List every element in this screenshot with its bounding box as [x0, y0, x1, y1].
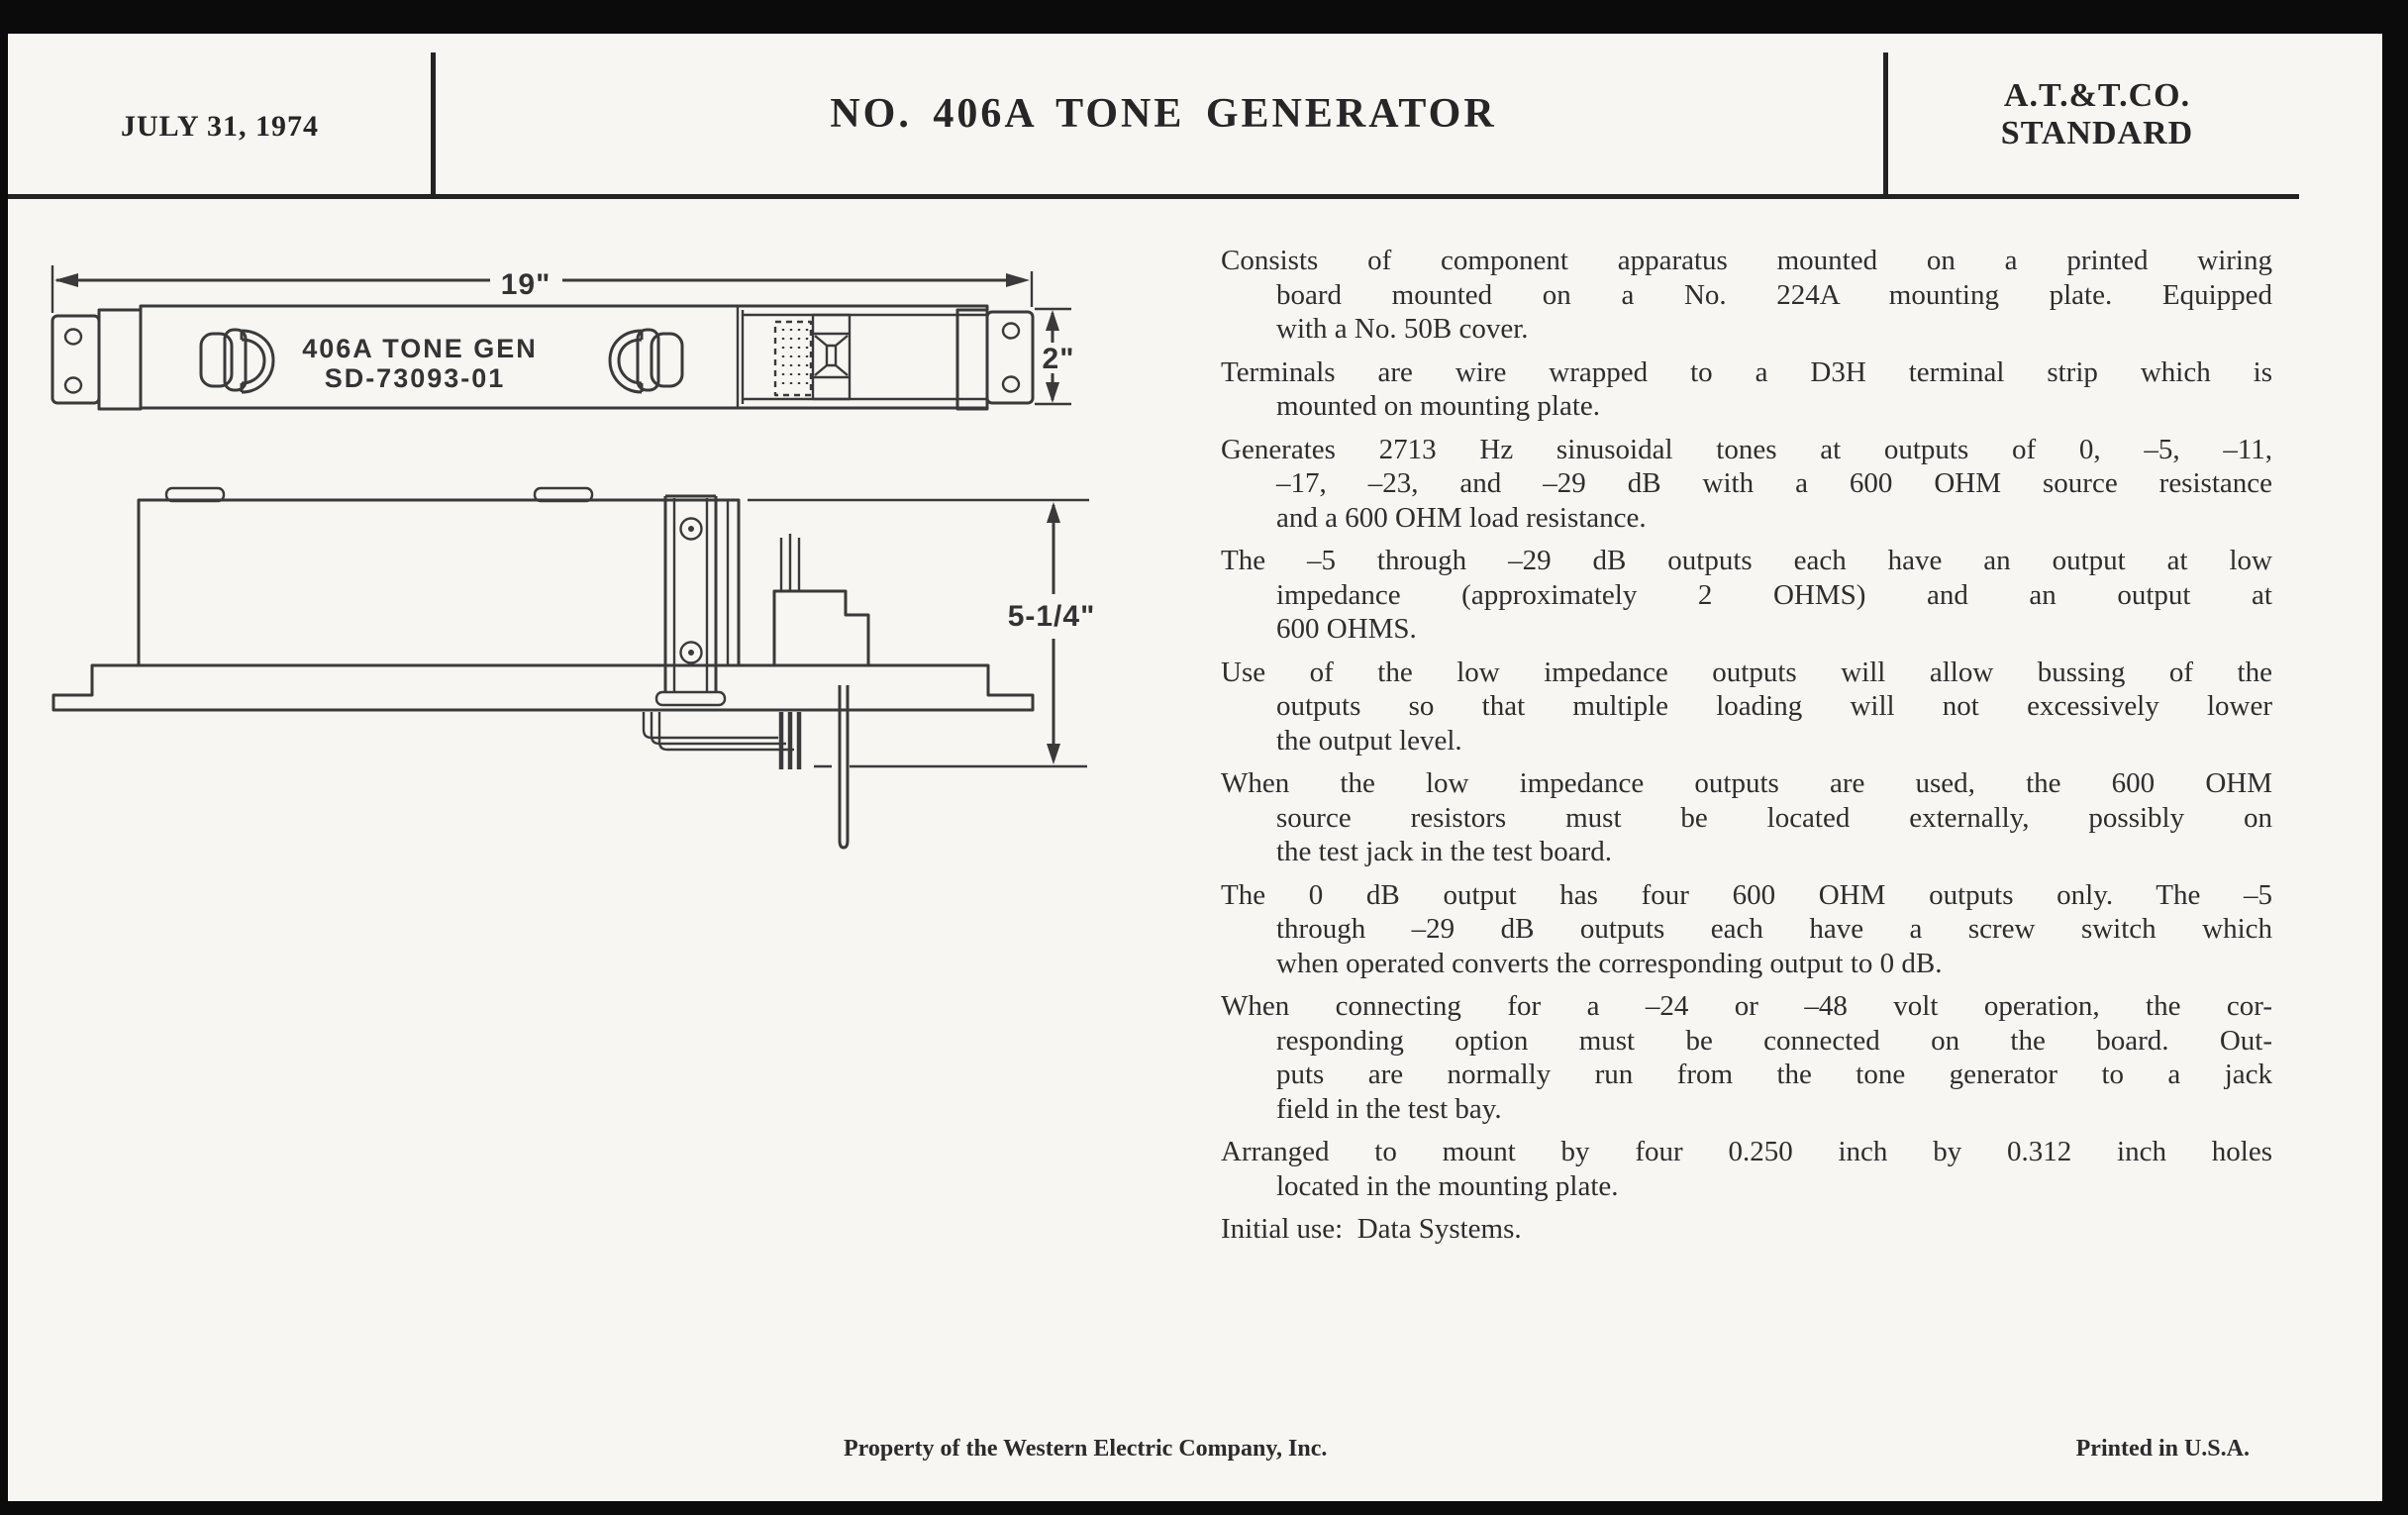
spec-line: the output level. [1276, 724, 1462, 757]
spec-line: board mounted on a No. 224A mounting plate. Equipped [1276, 278, 2272, 311]
spec-line: impedance (approximately 2 OHMS) and an output at [1276, 578, 2272, 611]
spec-line: When the low impedance outputs are used, the 600 OHM [1221, 767, 2272, 799]
spec-line: –17, –23, and –29 dB with a 600 OHM source resistance [1276, 467, 2272, 499]
spec-line: source resistors must be located externally, possibly on [1276, 801, 2272, 834]
spec-paragraph [1221, 878, 2272, 981]
spec-paragraph [1221, 544, 2272, 647]
spec-paragraph [1221, 989, 2272, 1126]
spec-line: The –5 through –29 dB outputs each have an output at low [1221, 545, 2272, 576]
mounting-hole [1003, 324, 1019, 339]
spec-line: outputs so that multiple loading will not excessively lower [1276, 690, 2272, 722]
spec-line: the test jack in the test board. [1276, 836, 1613, 867]
side-view-drawing [53, 488, 1095, 848]
spec-line: with a No. 50B cover. [1276, 313, 1529, 345]
mounting-hole [65, 378, 81, 393]
org-standard: STANDARD [2000, 115, 2194, 152]
dimension-label-width: 19" [500, 268, 552, 301]
footer-printed-note: Printed in U.S.A. [2075, 1436, 2250, 1462]
spec-line: Generates 2713 Hz sinusoidal tones at outputs of 0, –5, –11, [1221, 433, 2272, 465]
spec-line: Terminals are wire wrapped to a D3H terminal strip which is [1221, 355, 2272, 388]
mounting-plate [53, 665, 1033, 710]
spec-paragraph [1221, 766, 2272, 869]
mounting-hole [1003, 377, 1019, 392]
spec-line: through –29 dB outputs each have a screw switch which [1276, 913, 2272, 945]
spec-paragraph [1221, 244, 2272, 347]
spec-line: mounted on mounting plate. [1276, 390, 1601, 422]
spec-paragraph [1221, 656, 2272, 758]
spec-line: Consists of component apparatus mounted on a printed wiring [1221, 245, 2272, 276]
mounting-bracket [656, 496, 725, 705]
spec-line: Arranged to mount by four 0.250 inch by 0.312 inch holes [1221, 1136, 2272, 1167]
panel-joint-right [957, 310, 987, 409]
spec-paragraph [1221, 1212, 2272, 1247]
spec-line: When connecting for a –24 or –48 volt operation, the cor- [1221, 990, 2272, 1022]
terminal-strip-section [738, 306, 987, 408]
dimension-label-side-height: 5-1/4" [1007, 600, 1096, 633]
dimension-label-height: 2" [1042, 343, 1075, 375]
spec-line: responding option must be connected on the board. Out- [1276, 1024, 2272, 1057]
footer-property-note: Property of the Western Electric Company, Inc. [844, 1436, 1328, 1462]
top-view-drawing [52, 265, 1074, 409]
spec-line: 600 OHMS. [1276, 613, 1417, 645]
spec-line: field in the test bay. [1276, 1092, 1502, 1125]
spec-line: located in the mounting plate. [1276, 1169, 1619, 1202]
terminal-block [774, 591, 868, 665]
page-title: NO. 406A TONE GENERATOR [830, 91, 1497, 137]
spec-line: Use of the low impedance outputs will allow bussing of the [1221, 656, 2272, 688]
spec-column [1221, 244, 2272, 1256]
spec-line: and a 600 OHM load resistance. [1276, 501, 1647, 534]
latch-left [201, 330, 273, 392]
latch-right [610, 330, 682, 392]
spec-paragraph [1221, 1135, 2272, 1203]
spec-line: The 0 dB output has four 600 OHM outputs only. The –5 [1221, 878, 2272, 911]
spec-paragraph [1221, 433, 2272, 536]
org-name: A.T.&T.CO. [2003, 77, 2191, 114]
panel-joint-left [99, 310, 141, 409]
spec-paragraph [1221, 355, 2272, 424]
mounting-hole [65, 330, 81, 345]
panel-body [141, 306, 987, 408]
mounting-ear-right [987, 312, 1033, 403]
panel-label-line2: SD-73093-01 [324, 363, 506, 393]
spec-line: puts are normally run from the tone generator to a jack [1276, 1059, 2272, 1090]
terminal-pins [781, 534, 799, 591]
panel-label-line1: 406A TONE GEN [302, 334, 538, 363]
spec-line: Initial use: Data Systems. [1221, 1213, 1522, 1245]
dimension-height-2 [1035, 309, 1074, 404]
spec-line: when operated converts the corresponding output to 0 dB. [1276, 947, 1943, 979]
cover-outline [139, 500, 739, 665]
issue-date: JULY 31, 1974 [121, 110, 319, 143]
